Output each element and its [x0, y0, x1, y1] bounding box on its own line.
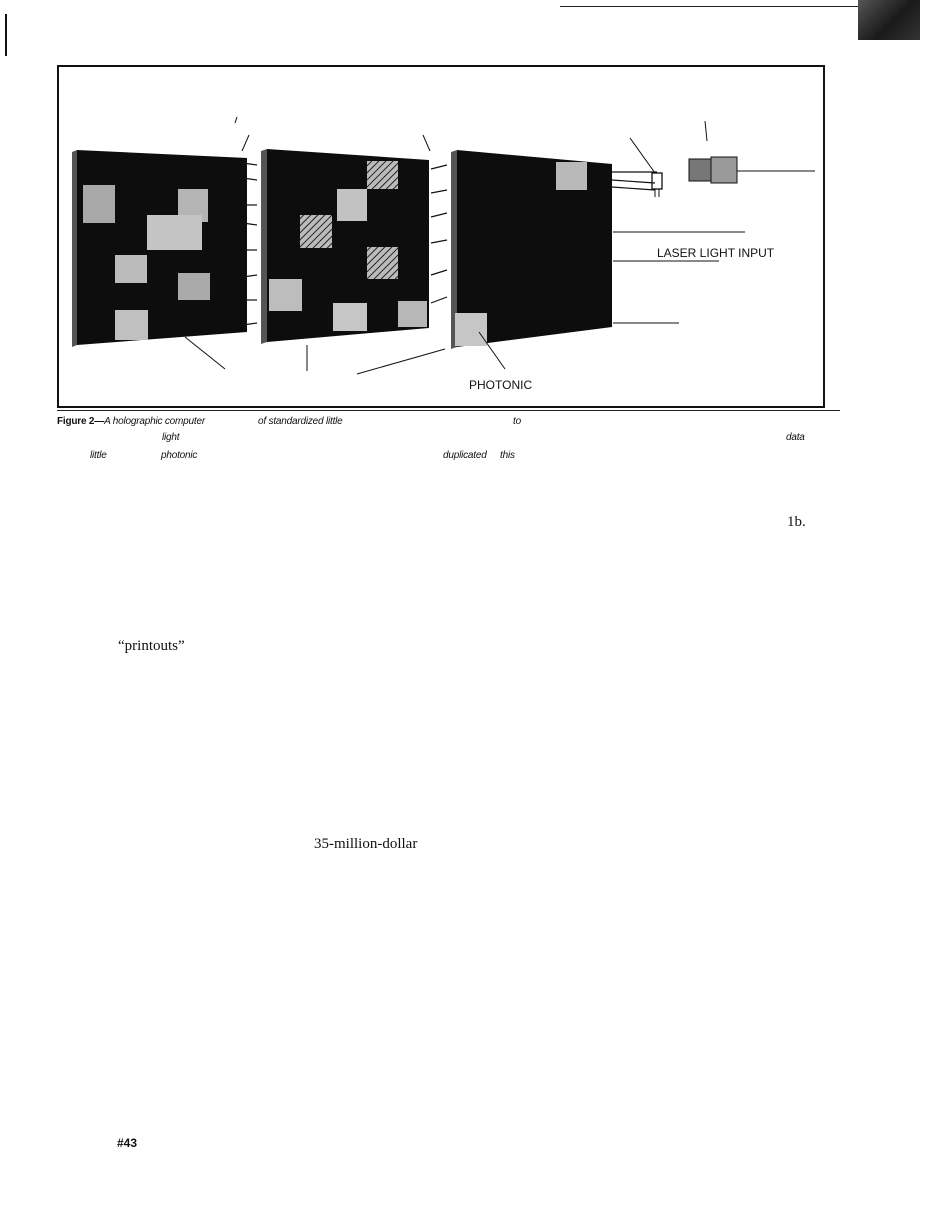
photonic-label: PHOTONIC: [469, 378, 533, 392]
hologram-plane-2: [261, 149, 429, 344]
body-fragment-printouts: “printouts”: [118, 638, 185, 654]
corner-logo-block: [858, 0, 920, 40]
caption-text-3b: photonic: [161, 450, 198, 461]
caption-text-2a: light: [162, 432, 180, 443]
caption-text-3a: little: [90, 450, 107, 461]
laser-apparatus: [652, 157, 815, 197]
caption-text-1b: of standardized little: [258, 416, 343, 427]
body-fragment-cost: 35-million-dollar: [314, 836, 418, 852]
body-fragment-ref: 1b.: [787, 514, 806, 530]
laser-input-label: LASER LIGHT INPUT: [657, 246, 775, 260]
caption-line-1: [57, 416, 205, 427]
caption-text-3c: duplicated: [443, 450, 487, 461]
page-reference: #43: [117, 1136, 138, 1150]
caption-text-1c: to: [513, 416, 521, 427]
figure-illustration: [57, 65, 825, 408]
caption-text-2b: data: [786, 432, 805, 443]
caption-text-1a: A holographic computer: [104, 416, 205, 427]
caption-prefix: Figure 2—: [57, 416, 105, 427]
hologram-plane-1: [72, 150, 247, 347]
hologram-plane-3: [451, 150, 612, 349]
caption-text-3d: this: [500, 450, 515, 461]
caption-rule: [57, 410, 840, 411]
left-margin-bar: [5, 14, 7, 56]
header-rule: [560, 6, 860, 7]
